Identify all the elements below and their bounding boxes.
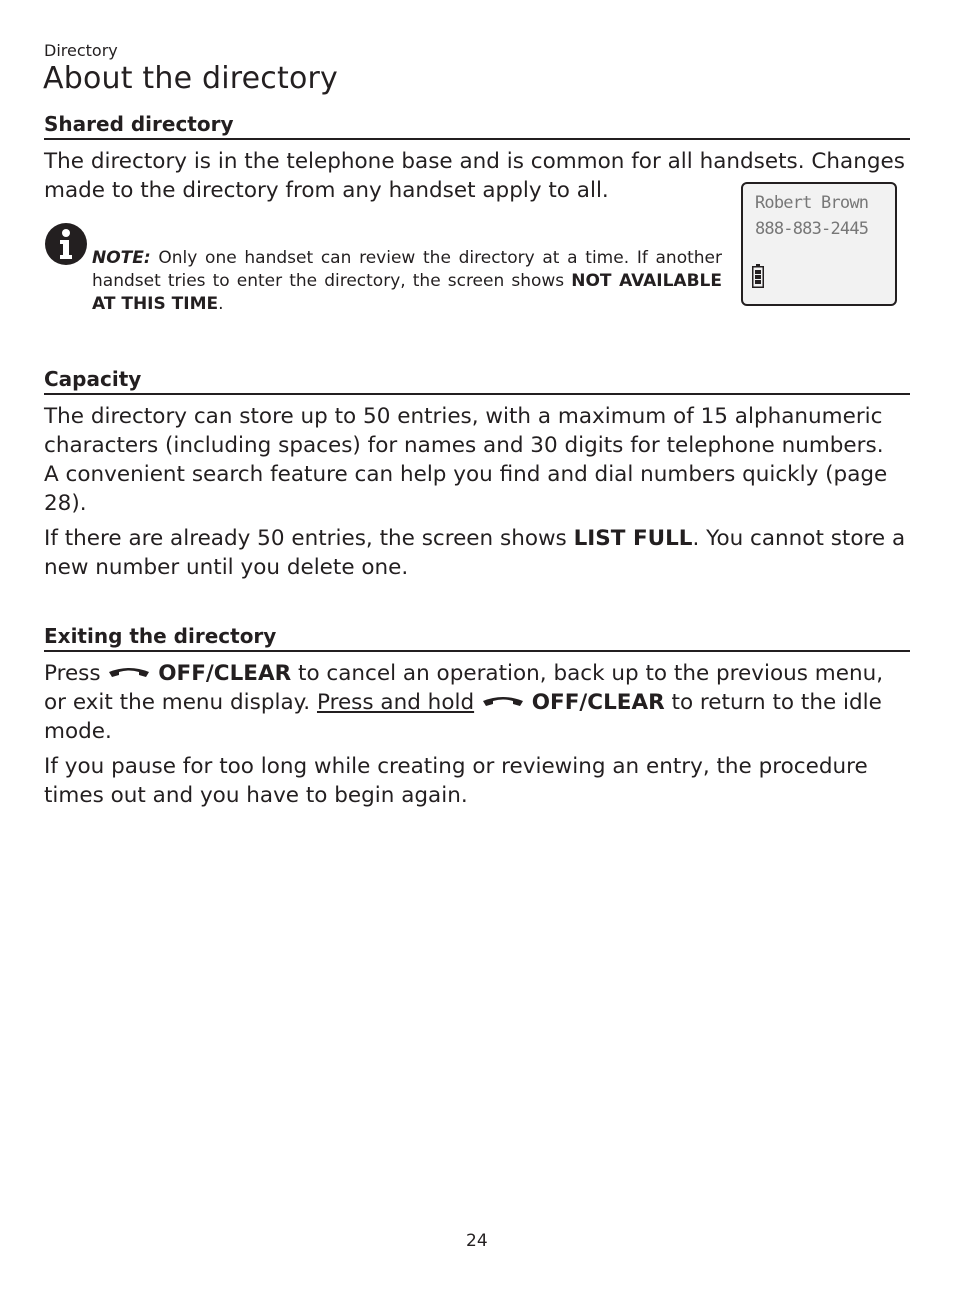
exiting-end-text: to return to the idle mode. xyxy=(44,690,882,744)
exiting-paragraph-1 xyxy=(44,659,889,746)
shared-paragraph: The directory is in the telephone base and is common for all handsets. Changes made to the directory from any handset apply to all. xyxy=(44,149,905,203)
lcd-name: Robert Brown xyxy=(755,193,869,213)
list-full-text: LIST FULL xyxy=(573,526,693,551)
page-number: 24 xyxy=(466,1231,488,1251)
breadcrumb: Directory xyxy=(44,41,118,60)
exiting-mid-text: to cancel an operation, back up to the previous menu, or exit the menu display. xyxy=(44,661,884,715)
section-heading-shared: Shared directory xyxy=(44,112,910,140)
press-and-hold-text: Press and hold xyxy=(316,690,475,715)
off-phone-icon xyxy=(107,665,151,681)
capacity-paragraph-2 xyxy=(44,524,914,582)
note-body: Only one handset can review the directory at a time. If another handset tries to enter the directory, the screen shows xyxy=(92,248,722,291)
press-text: Press xyxy=(44,661,101,686)
exiting-paragraph-2: If you pause for too long while creating or reviewing an entry, the procedure times out and you have to begin again. xyxy=(44,754,868,808)
capacity-p2-start: If there are already 50 entries, the screen shows xyxy=(44,526,567,551)
off-key-label-2: OFF/CLEAR xyxy=(531,690,665,715)
note-bold: NOT AVAILABLE AT THIS TIME xyxy=(92,271,722,314)
capacity-p2-end: . You cannot store a new number until you delete one. xyxy=(44,526,906,580)
off-phone-icon-2 xyxy=(481,694,525,710)
note-end: . xyxy=(218,294,224,314)
section-heading-capacity: Capacity xyxy=(44,367,910,395)
off-key-label: OFF/CLEAR xyxy=(158,661,292,686)
note-text xyxy=(92,247,722,316)
info-icon xyxy=(44,222,88,266)
lcd-screen xyxy=(741,182,897,306)
page-title: About the directory xyxy=(43,61,339,96)
capacity-paragraph-1: The directory can store up to 50 entries, with a maximum of 15 alphanumeric characters (including spaces) for names and 30 digits for telephone numbers. A convenient search feature can help you find and dial numbers quickly (page 28). xyxy=(44,404,888,516)
battery-icon xyxy=(752,264,764,288)
lcd-number: 888-883-2445 xyxy=(755,219,869,239)
section-heading-exiting: Exiting the directory xyxy=(44,624,910,652)
note-label: NOTE: xyxy=(92,248,151,268)
